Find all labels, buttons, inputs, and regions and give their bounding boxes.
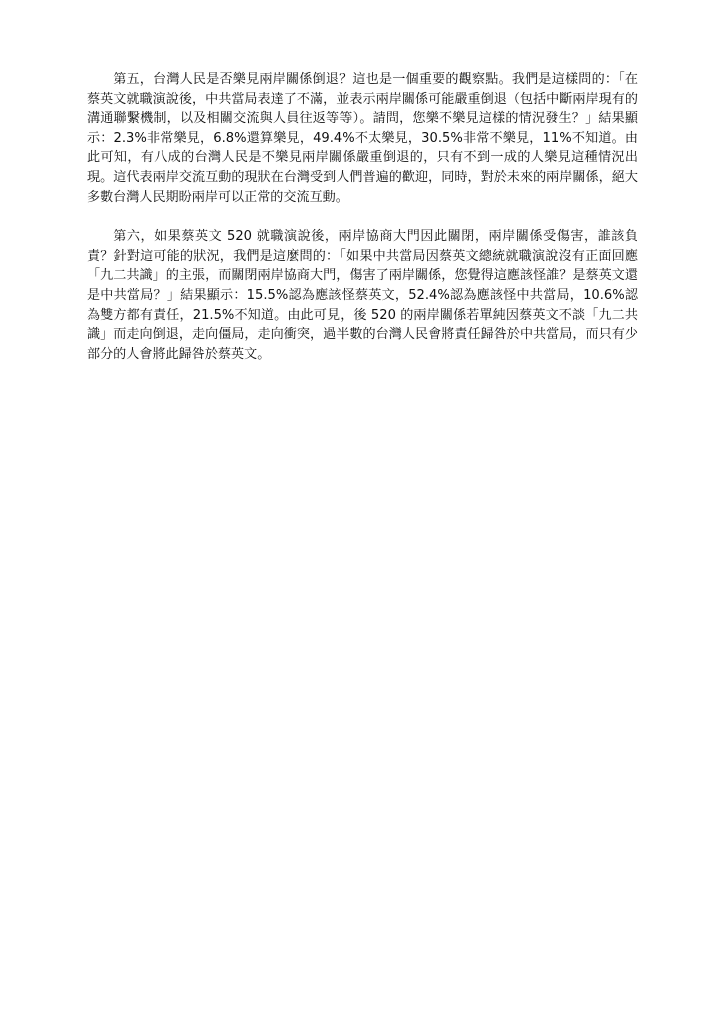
document-body (87, 70, 638, 364)
paragraph-sixth-point: 第六，如果蔡英文 520 就職演說後，兩岸協商大門因此關閉，兩岸關係受傷害，誰該負責？針對這可能的狀況，我們是這麼問的：「如果中共當局因蔡英文總統就職演說沒有正面回應「九二共識」的主張，而關閉兩岸協商大門，傷害了兩岸關係，您覺得這應該怪誰？是蔡英文還是中共當局？」結果顯示：15.5%認為應該怪蔡英文，52.4%認為應該怪中共當局，10.6%認為雙方都有責任，21.5%不知道。由此可見，後 520 的兩岸關係若單純因蔡英文不談「九二共識」而走向倒退，走向僵局，走向衝突，過半數的台灣人民會將責任歸咎於中共當局，而只有少部分的人會將此歸咎於蔡英文。 (87, 229, 638, 362)
paragraph-fifth-point: 第五，台灣人民是否樂見兩岸關係倒退？這也是一個重要的觀察點。我們是這樣問的：「在蔡英文就職演說後，中共當局表達了不滿，並表示兩岸關係可能嚴重倒退（包括中斷兩岸現有的溝通聯繫機制，以及相關交流與人員往返等等）。請問，您樂不樂見這樣的情況發生？」結果顯示：2.3%非常樂見，6.8%還算樂見，49.4%不太樂見，30.5%非常不樂見，11%不知道。由此可知，有八成的台灣人民是不樂見兩岸關係嚴重倒退的，只有不到一成的人樂見這種情況出現。這代表兩岸交流互動的現狀在台灣受到人們普遍的歡迎，同時，對於未來的兩岸關係，絕大多數台灣人民期盼兩岸可以正常的交流互動。 (87, 72, 638, 205)
